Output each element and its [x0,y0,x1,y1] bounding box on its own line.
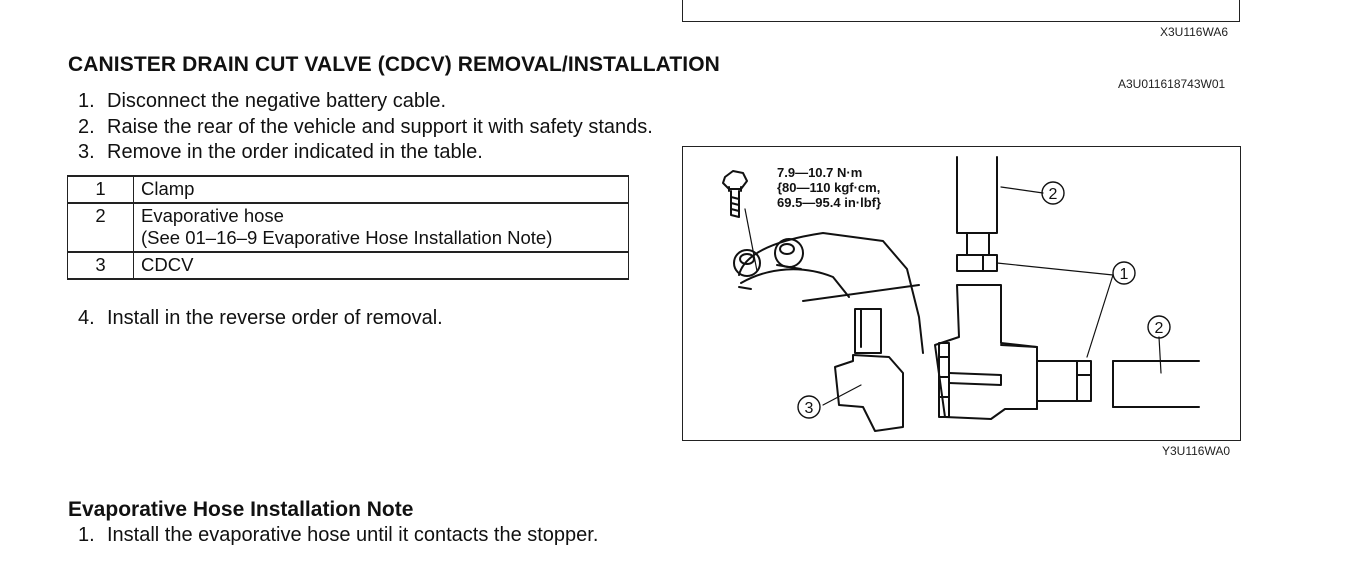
torque-line: {80—110 kgf·cm, [777,180,881,195]
section-title: CANISTER DRAIN CUT VALVE (CDCV) REMOVAL/INSTALLATION [68,53,720,76]
torque-spec [777,165,881,210]
removal-order-table [67,175,629,280]
callout-hose-top: 2 [1048,186,1058,203]
procedure-steps [78,89,653,166]
previous-figure-frame [682,0,1240,22]
cdcv-body-drawing [835,285,1037,431]
step-text: Raise the rear of the vehicle and support it with safety stands. [107,115,653,138]
callout-circles [798,182,1170,418]
callout-numbers [805,186,1164,417]
table-row [68,252,629,279]
torque-line: 7.9—10.7 N·m [777,165,863,180]
bracket-drawing [734,233,923,353]
step-text: Install in the reverse order of removal. [107,307,443,329]
step-item [78,307,443,330]
torque-line: 69.5—95.4 in·lbf} [777,195,882,210]
callout-clamp: 1 [1119,266,1129,283]
step-text: Remove in the order indicated in the table. [107,141,483,163]
part-name: CDCV [141,254,194,275]
step-item [78,115,653,141]
cdcv-illustration-drawing [683,147,1240,440]
part-name-cell [134,176,629,203]
step-number: 1. [78,90,95,112]
step-number: 3. [78,141,95,163]
step-number: 2. [78,115,95,138]
callout-cdcv: 3 [804,400,814,417]
part-number: 1 [68,176,134,203]
figure-code: Y3U116WA0 [1162,444,1231,458]
right-hose-drawing [1037,361,1199,407]
install-note-title: Evaporative Hose Installation Note [68,498,414,521]
previous-figure-code: X3U116WA6 [1160,25,1229,39]
part-note-reference[interactable]: (See 01–16–9 Evaporative Hose Installation Note) [141,227,553,248]
cdcv-illustration [682,146,1241,441]
upper-hose-drawing [957,157,997,271]
callout-hose-right: 2 [1154,320,1164,337]
document-id: A3U011618743W01 [1118,77,1226,91]
step-item [78,89,653,115]
bolt-drawing [723,171,747,217]
step-text: Disconnect the negative battery cable. [107,90,447,112]
step-item [78,524,598,547]
part-name: Evaporative hose [141,205,284,226]
step-text: Install the evaporative hose until it contacts the stopper. [107,524,599,546]
table-row [68,176,629,203]
step-number: 4. [78,307,95,329]
part-number: 2 [68,203,134,252]
step-number: 1. [78,524,95,546]
table-row [68,203,629,252]
step-item [78,140,653,166]
part-name-cell [134,203,629,252]
part-name-cell [134,252,629,279]
part-name: Clamp [141,178,195,199]
part-number: 3 [68,252,134,279]
